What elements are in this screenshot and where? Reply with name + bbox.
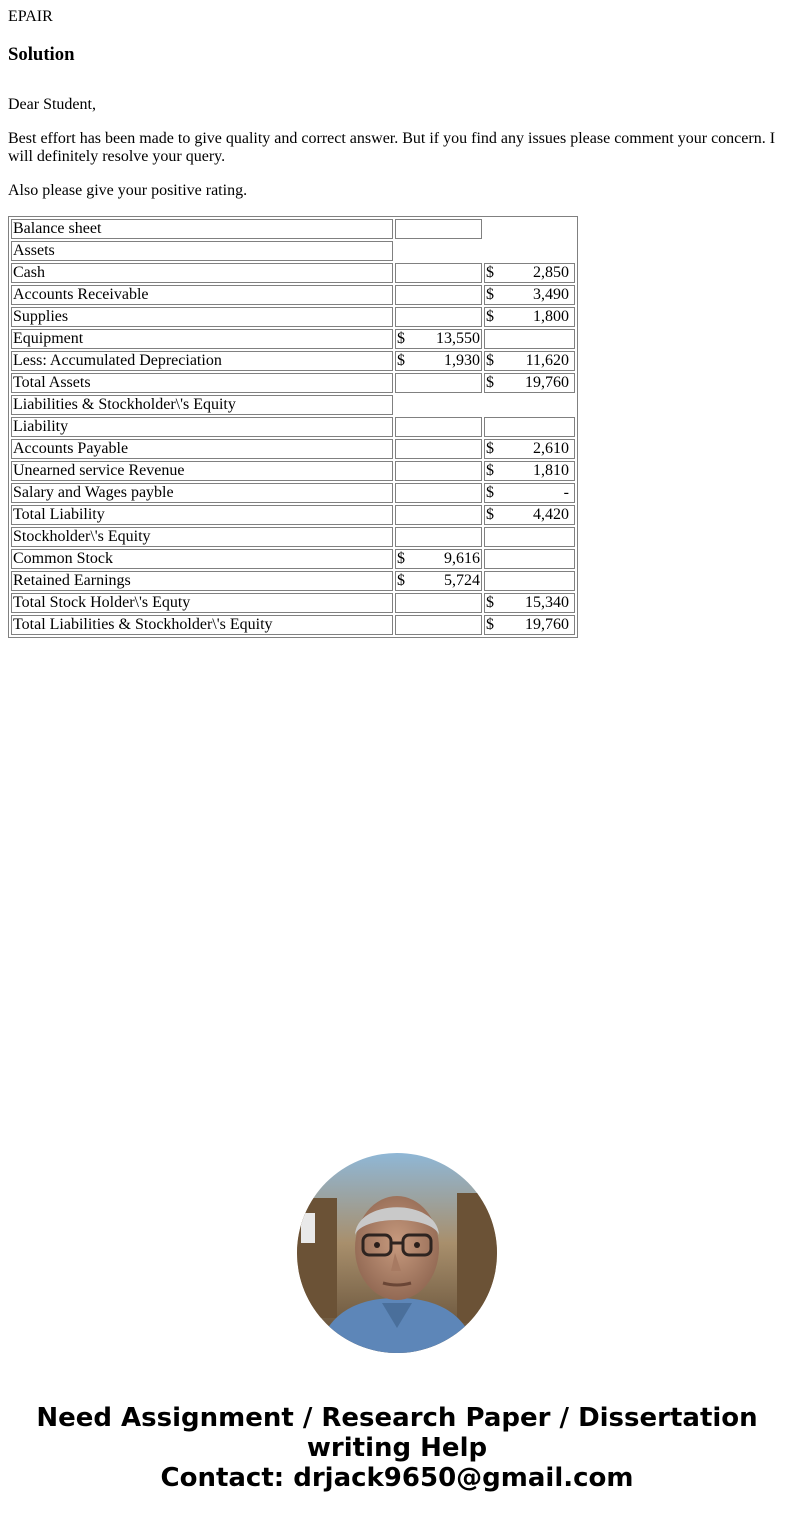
total-cell: [484, 395, 575, 415]
amount-cell: [395, 505, 482, 525]
brand-text: EPAIR: [8, 8, 53, 25]
amount-value: 5,724: [444, 572, 480, 589]
currency-symbol: $: [397, 352, 405, 369]
amount-value: 19,760: [525, 616, 569, 633]
balance-sheet-row: [11, 351, 575, 371]
currency-symbol: $: [486, 616, 494, 633]
row-label: Assets: [11, 241, 393, 261]
amount-cell: [395, 571, 482, 591]
amount-value: 13,550: [436, 330, 480, 347]
row-label: Liability: [11, 417, 393, 437]
row-label: Balance sheet: [11, 219, 393, 239]
total-cell: [484, 373, 575, 393]
total-cell: [484, 483, 575, 503]
amount-cell: [395, 219, 482, 239]
intro-paragraph: Best effort has been made to give quality and correct answer. But if you find any issues please comment your concern. I will definitely resolve your query.: [8, 130, 776, 165]
row-label: Total Liabilities & Stockholder\'s Equity: [11, 615, 393, 635]
balance-sheet-row: [11, 241, 575, 261]
total-cell: [484, 241, 575, 261]
rating-paragraph: Also please give your positive rating.: [8, 182, 248, 199]
row-label: Total Assets: [11, 373, 393, 393]
amount-cell: [395, 483, 482, 503]
total-cell: [484, 615, 575, 635]
row-label: Total Liability: [11, 505, 393, 525]
total-cell: [484, 263, 575, 283]
row-label: Retained Earnings: [11, 571, 393, 591]
balance-sheet-row: [11, 285, 575, 305]
amount-cell: [395, 329, 482, 349]
amount-cell: [395, 395, 482, 415]
total-cell: [484, 417, 575, 437]
row-label: Cash: [11, 263, 393, 283]
currency-symbol: $: [486, 462, 494, 479]
document-body: [8, 8, 786, 638]
amount-cell: [395, 615, 482, 635]
author-avatar: [297, 1153, 497, 1353]
amount-value: 15,340: [525, 594, 569, 611]
balance-sheet-row: [11, 395, 575, 415]
row-label: Less: Accumulated Depreciation: [11, 351, 393, 371]
balance-sheet-row: [11, 549, 575, 569]
amount-value: 1,800: [533, 308, 569, 325]
total-cell: [484, 219, 575, 239]
amount-cell: [395, 263, 482, 283]
total-cell: [484, 571, 575, 591]
amount-value: 2,850: [533, 264, 569, 281]
balance-sheet-row: [11, 219, 575, 239]
currency-symbol: $: [486, 440, 494, 457]
greeting-text: Dear Student,: [8, 96, 96, 113]
solution-heading: Solution: [8, 44, 75, 65]
contact-footer: [0, 1403, 794, 1493]
currency-symbol: $: [486, 484, 494, 501]
balance-sheet-row: [11, 329, 575, 349]
amount-cell: [395, 461, 482, 481]
total-cell: [484, 351, 575, 371]
footer-line-1: Need Assignment / Research Paper / Dissertation: [36, 1403, 758, 1433]
total-cell: [484, 285, 575, 305]
total-cell: [484, 307, 575, 327]
total-cell: [484, 593, 575, 613]
amount-cell: [395, 241, 482, 261]
amount-value: 2,610: [533, 440, 569, 457]
row-label: Accounts Payable: [11, 439, 393, 459]
currency-symbol: $: [397, 572, 405, 589]
currency-symbol: $: [486, 506, 494, 523]
balance-sheet-row: [11, 505, 575, 525]
row-label: Common Stock: [11, 549, 393, 569]
balance-sheet-table: [8, 216, 578, 638]
footer-line-2: writing Help: [306, 1433, 488, 1463]
currency-symbol: $: [486, 594, 494, 611]
total-cell: [484, 527, 575, 547]
balance-sheet-row: [11, 417, 575, 437]
amount-value: 4,420: [533, 506, 569, 523]
row-label: Stockholder\'s Equity: [11, 527, 393, 547]
currency-symbol: $: [486, 352, 494, 369]
balance-sheet-body: [11, 219, 575, 635]
balance-sheet-row: [11, 483, 575, 503]
amount-value: 19,760: [525, 374, 569, 391]
footer-contact-line: Contact: drjack9650@gmail.com: [160, 1463, 634, 1493]
row-label: Total Stock Holder\'s Equty: [11, 593, 393, 613]
row-label: Accounts Receivable: [11, 285, 393, 305]
row-label: Equipment: [11, 329, 393, 349]
amount-cell: [395, 527, 482, 547]
amount-value: -: [563, 484, 569, 501]
amount-value: 9,616: [444, 550, 480, 567]
amount-cell: [395, 593, 482, 613]
currency-symbol: $: [486, 286, 494, 303]
row-label: Unearned service Revenue: [11, 461, 393, 481]
balance-sheet-row: [11, 373, 575, 393]
row-label: Supplies: [11, 307, 393, 327]
currency-symbol: $: [486, 374, 494, 391]
amount-cell: [395, 307, 482, 327]
balance-sheet-row: [11, 307, 575, 327]
amount-cell: [395, 549, 482, 569]
currency-symbol: $: [397, 550, 405, 567]
total-cell: [484, 549, 575, 569]
row-label: Salary and Wages payble: [11, 483, 393, 503]
balance-sheet-row: [11, 615, 575, 635]
currency-symbol: $: [397, 330, 405, 347]
total-cell: [484, 439, 575, 459]
currency-symbol: $: [486, 264, 494, 281]
amount-cell: [395, 285, 482, 305]
amount-cell: [395, 417, 482, 437]
balance-sheet-row: [11, 571, 575, 591]
row-label: Liabilities & Stockholder\'s Equity: [11, 395, 393, 415]
balance-sheet-row: [11, 461, 575, 481]
amount-cell: [395, 351, 482, 371]
balance-sheet-row: [11, 439, 575, 459]
amount-cell: [395, 373, 482, 393]
total-cell: [484, 461, 575, 481]
total-cell: [484, 329, 575, 349]
amount-value: 1,810: [533, 462, 569, 479]
currency-symbol: $: [486, 308, 494, 325]
total-cell: [484, 505, 575, 525]
balance-sheet-row: [11, 263, 575, 283]
amount-value: 1,930: [444, 352, 480, 369]
amount-cell: [395, 439, 482, 459]
amount-value: 3,490: [533, 286, 569, 303]
balance-sheet-row: [11, 527, 575, 547]
amount-value: 11,620: [525, 352, 569, 369]
balance-sheet-row: [11, 593, 575, 613]
